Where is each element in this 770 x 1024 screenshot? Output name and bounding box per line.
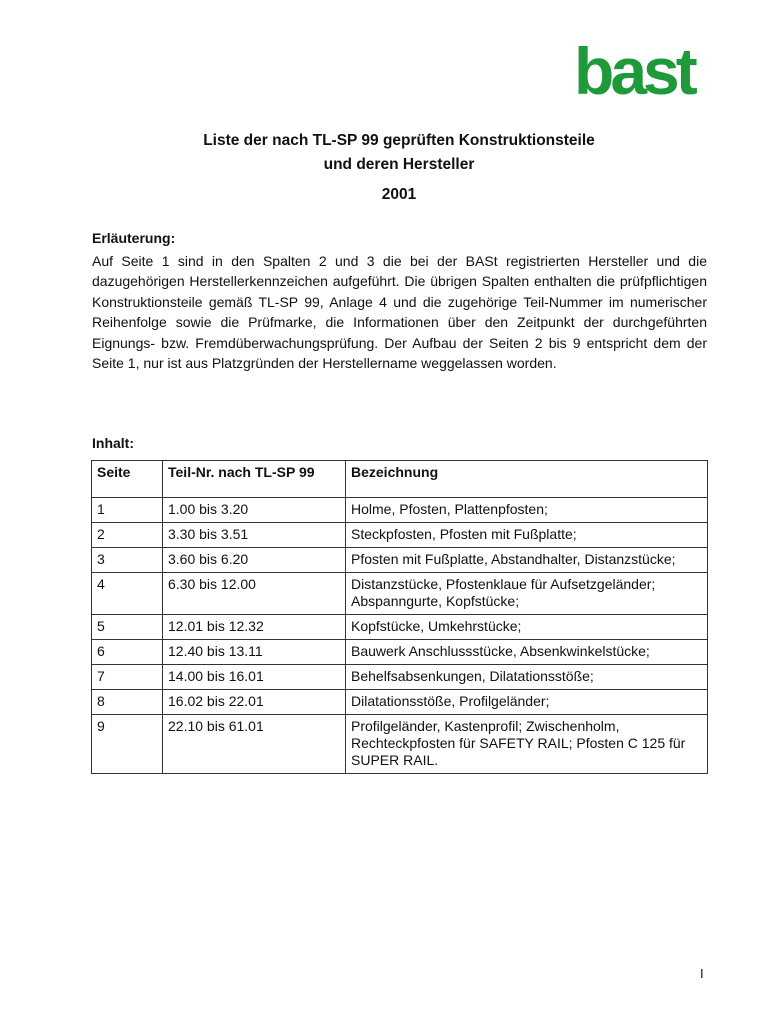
table-row: [92, 523, 708, 548]
cell-page: 5: [92, 615, 163, 640]
cell-page: 6: [92, 640, 163, 665]
cell-page: 8: [92, 690, 163, 715]
cell-description: Bauwerk Anschlussstücke, Absenkwinkelstücke;: [346, 640, 708, 665]
cell-part-range: 3.30 bis 3.51: [163, 523, 346, 548]
cell-part-range: 12.01 bis 12.32: [163, 615, 346, 640]
cell-page: 9: [92, 715, 163, 774]
table-row: [92, 548, 708, 573]
explanation-text: Auf Seite 1 sind in den Spalten 2 und 3 die bei der BASt registrierten Hersteller und die dazugehörigen Herstellerkennzeichen aufgeführt. Die übrigen Spalten enthalten die prüfpflichtigen Konstruktionsteile gemäß TL-SP 99, Anlage 4 und die zugehörige Teil-Nummer im numerischer Reihenfolge sowie die Prüfmarke, die Informationen über den Zeitpunkt der durchgeführten Eignungs- bzw. Fremdüberwachungsprüfung. Der Aufbau der Seiten 2 bis 9 entspricht dem der Seite 1, nur ist aus Platzgründen der Herstellername weggelassen worden.: [92, 253, 707, 372]
column-header-part-number: Teil-Nr. nach TL-SP 99: [163, 461, 346, 498]
bast-logo: [572, 32, 712, 102]
cell-page: 1: [92, 498, 163, 523]
cell-part-range: 6.30 bis 12.00: [163, 573, 346, 615]
cell-part-range: 12.40 bis 13.11: [163, 640, 346, 665]
cell-page: 4: [92, 573, 163, 615]
cell-description: Pfosten mit Fußplatte, Abstandhalter, Distanzstücke;: [346, 548, 708, 573]
cell-part-range: 1.00 bis 3.20: [163, 498, 346, 523]
table-row: [92, 573, 708, 615]
cell-part-range: 16.02 bis 22.01: [163, 690, 346, 715]
cell-part-range: 3.60 bis 6.20: [163, 548, 346, 573]
cell-description: Kopfstücke, Umkehrstücke;: [346, 615, 708, 640]
document-year: 2001: [381, 186, 417, 203]
table-row: [92, 690, 708, 715]
column-header-description: Bezeichnung: [346, 461, 708, 498]
table-row: [92, 615, 708, 640]
cell-description: Steckpfosten, Pfosten mit Fußplatte;: [346, 523, 708, 548]
table-row: [92, 715, 708, 774]
cell-part-range: 22.10 bis 61.01: [163, 715, 346, 774]
table-row: [92, 498, 708, 523]
document-title: [0, 129, 770, 177]
cell-description: Profilgeländer, Kastenprofil; Zwischenholm, Rechteckpfosten für SAFETY RAIL; Pfosten C 125 für SUPER RAIL.: [346, 715, 708, 774]
cell-description: Distanzstücke, Pfostenklaue für Aufsetzgeländer; Abspanngurte, Kopfstücke;: [346, 573, 708, 615]
title-line-1: Liste der nach TL-SP 99 geprüften Konstruktionsteile: [203, 132, 595, 149]
table-header-row: [92, 461, 708, 498]
explanation-heading: Erläuterung:: [92, 230, 176, 246]
bast-logo-text: bast: [574, 34, 694, 102]
cell-description: Dilatationsstöße, Profilgeländer;: [346, 690, 708, 715]
cell-part-range: 14.00 bis 16.01: [163, 665, 346, 690]
contents-heading: Inhalt:: [92, 435, 134, 451]
contents-table: [91, 460, 708, 774]
cell-description: Behelfsabsenkungen, Dilatationsstöße;: [346, 665, 708, 690]
title-line-2: und deren Hersteller: [323, 156, 475, 173]
cell-page: 7: [92, 665, 163, 690]
cell-page: 2: [92, 523, 163, 548]
cell-description: Holme, Pfosten, Plattenpfosten;: [346, 498, 708, 523]
table-row: [92, 665, 708, 690]
page-number: I: [700, 966, 704, 981]
column-header-page: Seite: [92, 461, 163, 498]
cell-page: 3: [92, 548, 163, 573]
table-row: [92, 640, 708, 665]
